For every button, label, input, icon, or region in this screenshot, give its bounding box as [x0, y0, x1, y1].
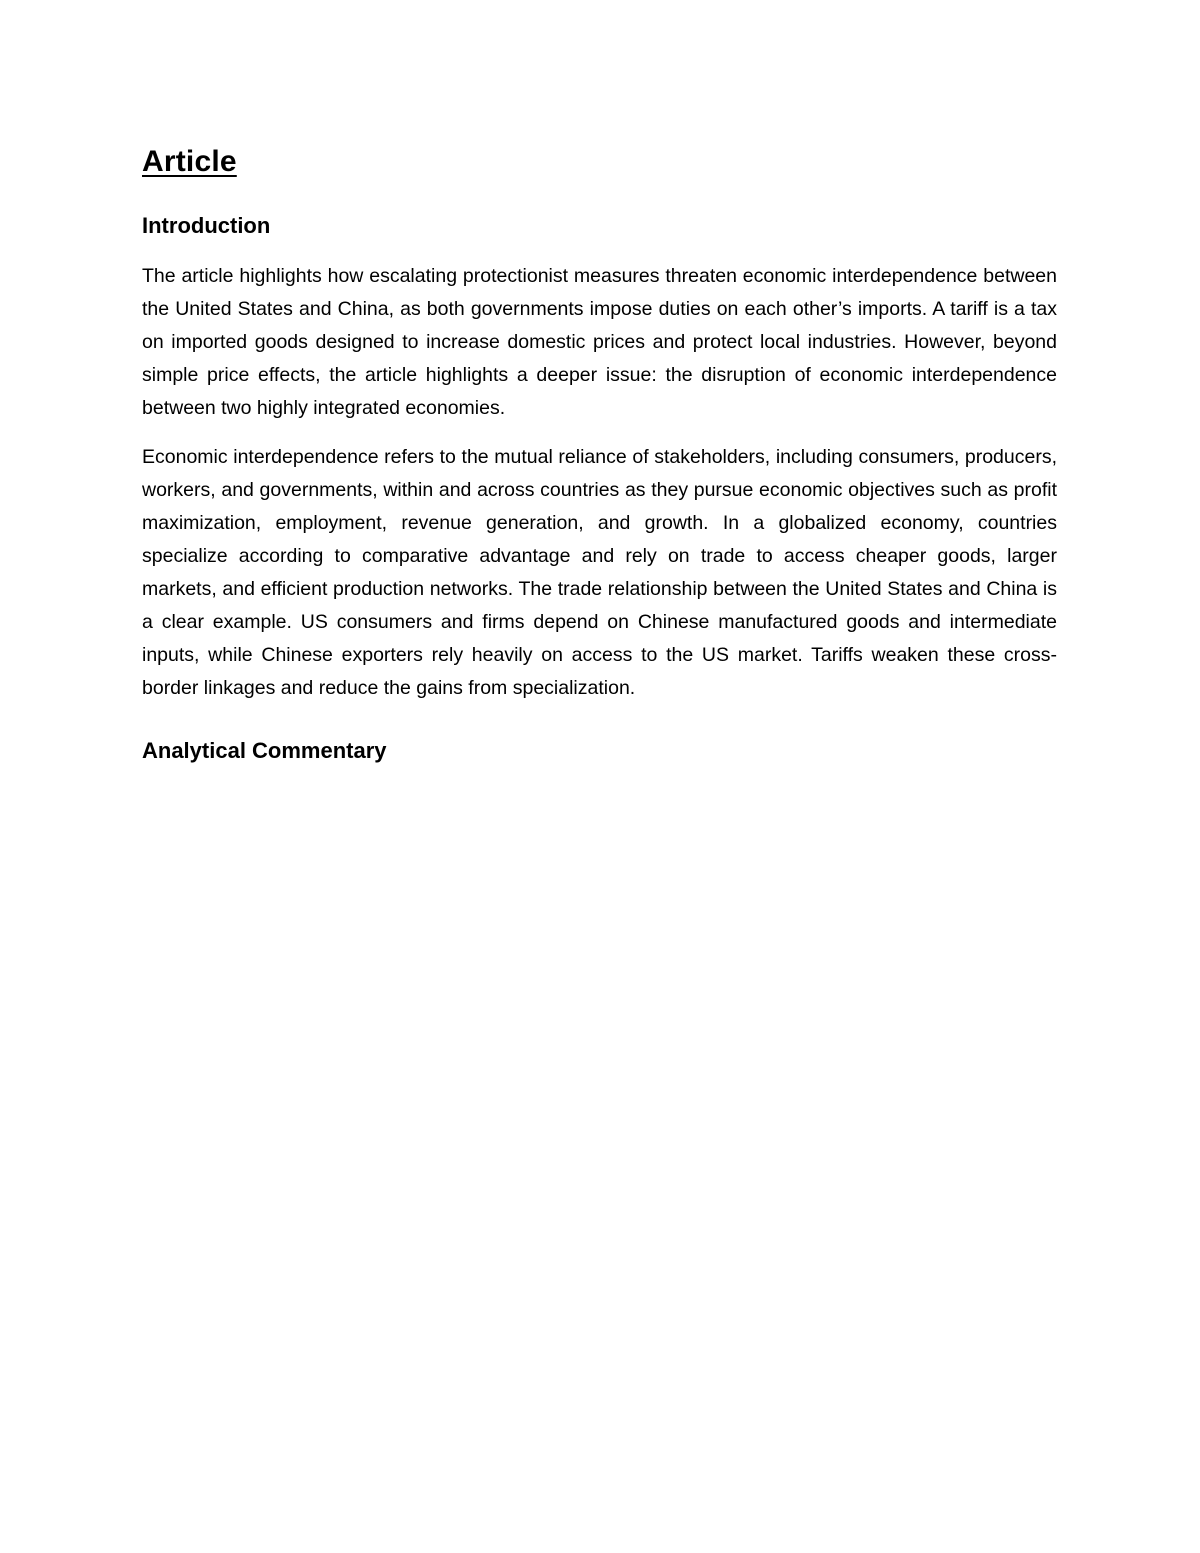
document-title: Article: [142, 145, 237, 178]
document-body: [142, 140, 1057, 767]
introduction-paragraph-1: The article highlights how escalating protectionist measures threaten economic interdependence between the United States and China, as both governments impose duties on each other’s imports. A tariff is a tax on imported goods designed to increase domestic prices and protect local industries. However, beyond simple price effects, the article highlights a deeper issue: the disruption of economic interdependence between two highly integrated economies.: [142, 265, 1057, 419]
section-heading-analytical-commentary: Analytical Commentary: [142, 738, 387, 763]
section-heading-introduction: Introduction: [142, 213, 271, 238]
introduction-paragraph-2: Economic interdependence refers to the mutual reliance of stakeholders, including consumers, producers, workers, and governments, within and across countries as they pursue economic objectives such as profit maximization, employment, revenue generation, and growth. In a globalized economy, countries specialize according to comparative advantage and rely on trade to access cheaper goods, larger markets, and efficient production networks. The trade relationship between the United States and China is a clear example. US consumers and firms depend on Chinese manufactured goods and intermediate inputs, while Chinese exporters rely heavily on access to the US market. Tariffs weaken these cross-border linkages and reduce the gains from specialization.: [142, 446, 1057, 699]
